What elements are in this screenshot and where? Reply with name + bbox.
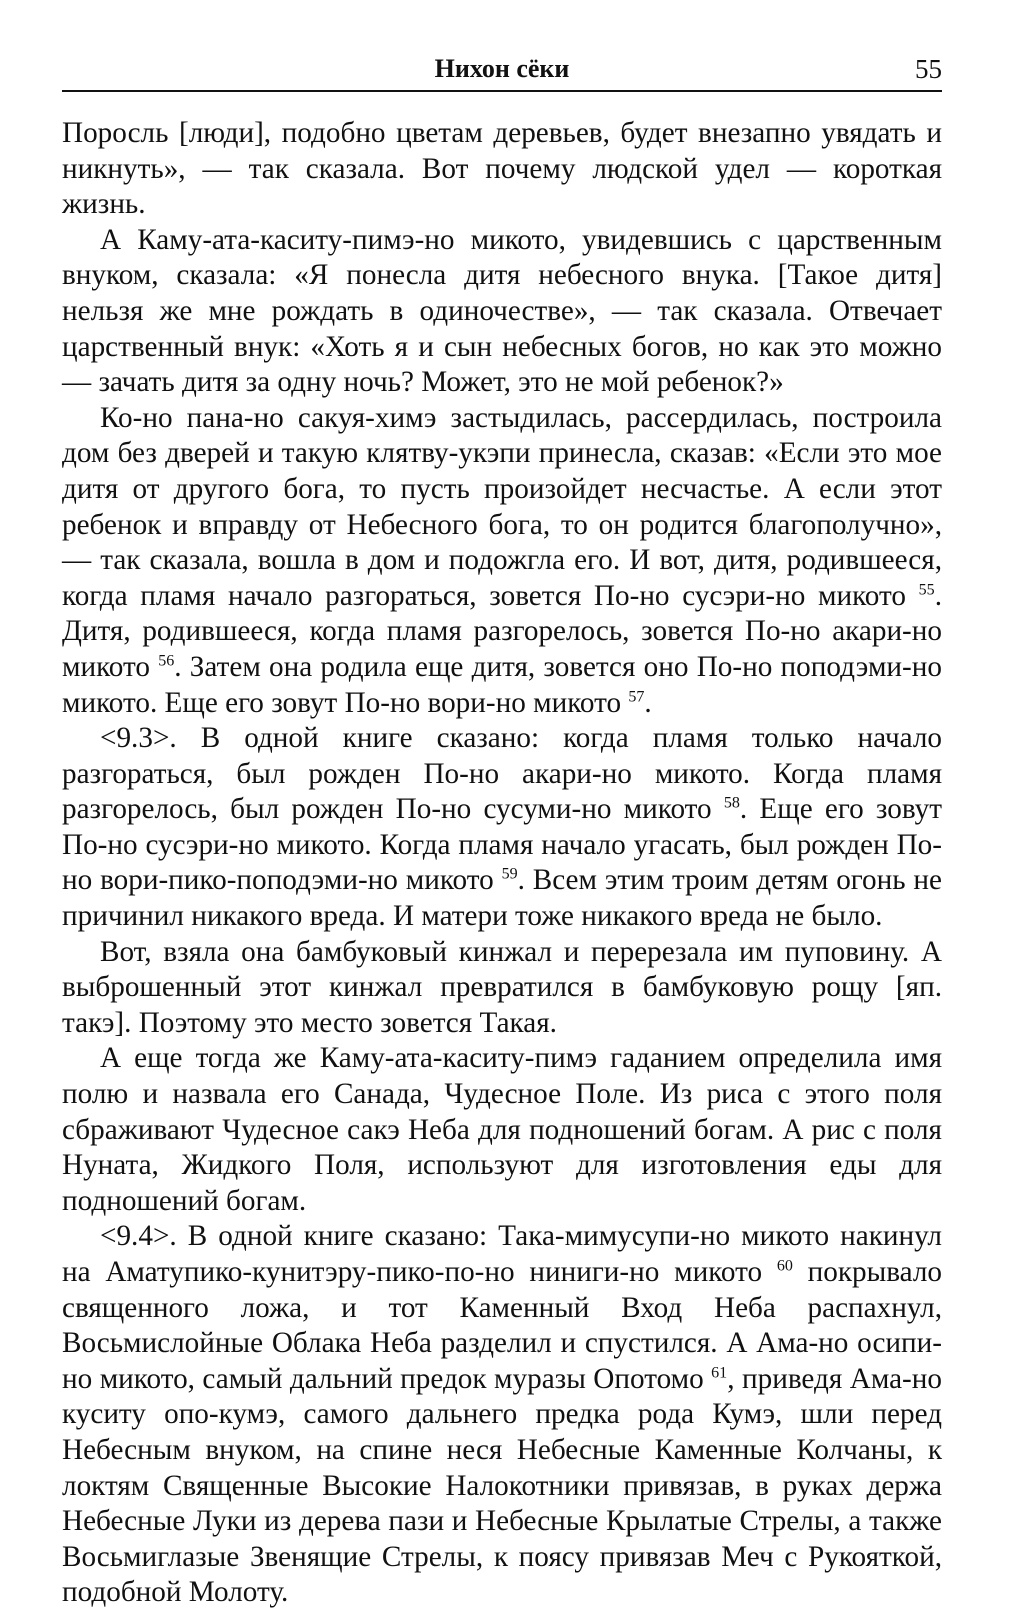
text-run: , приведя Ама-но куситу опо-кумэ, самого дальнего предка рода Кумэ, шли перед Небесным внуком, на спине неся Небесные Каменные Колчаны, к локтям Священные Высокие Налокотники привязав, в руках держа Небесные Луки из дерева пази и Небесные Крылатые Стрелы, а также Восьмиглазые Звенящие Стрелы, к поясу привязав Меч с Рукояткой, подобной Молоту. [62, 1362, 942, 1609]
paragraph [62, 721, 942, 935]
footnote-ref: 56 [158, 652, 175, 670]
body-text [62, 116, 942, 1611]
text-run: покрывало священного ложа, и тот Каменный Вход Неба распахнул, Восьмислойные Облака Неба разделил и спустился. А Ама-но осипи-но микото, самый дальний предок муразы Опотомо [62, 1256, 942, 1395]
text-run: . Дитя, родившееся, когда пламя разгорелось, зовется По-но акари-но микото [62, 579, 942, 683]
footnote-ref: 55 [918, 580, 935, 598]
paragraph [62, 935, 942, 1042]
paragraph [62, 223, 942, 401]
footnote-ref: 58 [723, 794, 740, 812]
text-run: Вот, взяла она бамбуковый кинжал и перерезала им пуповину. А выброшенный этот кинжал превратился в бамбуковую рощу [яп. такэ]. Поэтому это место зовется Такая. [62, 935, 942, 1039]
text-run: . Затем она родила еще дитя, зовется оно По-но поподэми-но микото. Еще его зовут По-но вори-но микото [62, 650, 942, 719]
text-run: А еще тогда же Каму-ата-каситу-пимэ гаданием определила имя полю и назвала его Санада, Чудесное Поле. Из риса с этого поля сбраживают Чудесное сакэ Неба для подношений богам. А рис с поля Нуната, Жидкого Поля, используют для изготовления еды для подношений богам. [62, 1042, 942, 1217]
text-run: А Каму-ата-каситу-пимэ-но микото, увидевшись с царственным внуком, сказала: «Я понесла дитя небесного внука. [Такое дитя] нельзя же мне рождать в одиночестве», — так сказала. Отвечает царственный внук: «Хоть я и сын небесных богов, но как это можно — зачать дитя за одну ночь? Может, это не мой ребенок?» [62, 223, 942, 399]
footnote-ref: 57 [628, 687, 645, 705]
paragraph [62, 401, 942, 721]
page-number: 55 [915, 54, 942, 84]
text-run: Ко-но пана-но сакуя-химэ застыдилась, рассердилась, построила дом без дверей и такую клятву-укэпи принесла, сказав: «Если это мое дитя от другого бога, то пусть произойдет несчастье. А если этот ребенок и вправду от Небесного бога, то он родится благополучно», — так сказала, вошла в дом и подожгла его. И вот, дитя, родившееся, когда пламя начало разгораться, зовется По-но сусэри-но микото [62, 401, 942, 612]
text-run: Поросль [люди], подобно цветам деревьев, будет внезапно увядать и никнуть», — так сказала. Вот почему людской удел — короткая жизнь. [62, 117, 942, 221]
text-run: <9.3>. В одной книге сказано: когда пламя только начало разгораться, был рожден По-но акари-но микото. Когда пламя разгорелось, был рожден По-но сусуми-но микото [62, 722, 942, 826]
paragraph [62, 116, 942, 223]
running-title: Нихон сёки [434, 54, 570, 83]
paragraph [62, 1041, 942, 1219]
text-run: <9.4>. В одной книге сказано: Така-мимусупи-но микото накинул на Аматупико-кунитэру-пико-по-но ниниги-но микото [62, 1220, 942, 1288]
text-run: . Еще его зовут По-но сусэри-но микото. Когда пламя начало угасать, был рожден По-но вори-пико-поподэми-но микото [62, 793, 943, 897]
footnote-ref: 59 [501, 865, 518, 883]
footnote-ref: 61 [711, 1364, 728, 1382]
text-run: . Всем этим троим детям огонь не причинил никакого вреда. И матери тоже никакого вреда не было. [62, 864, 942, 933]
footnote-ref: 60 [776, 1257, 793, 1275]
paragraph [62, 1219, 942, 1611]
text-run: . [644, 686, 652, 719]
page-header [62, 52, 942, 92]
